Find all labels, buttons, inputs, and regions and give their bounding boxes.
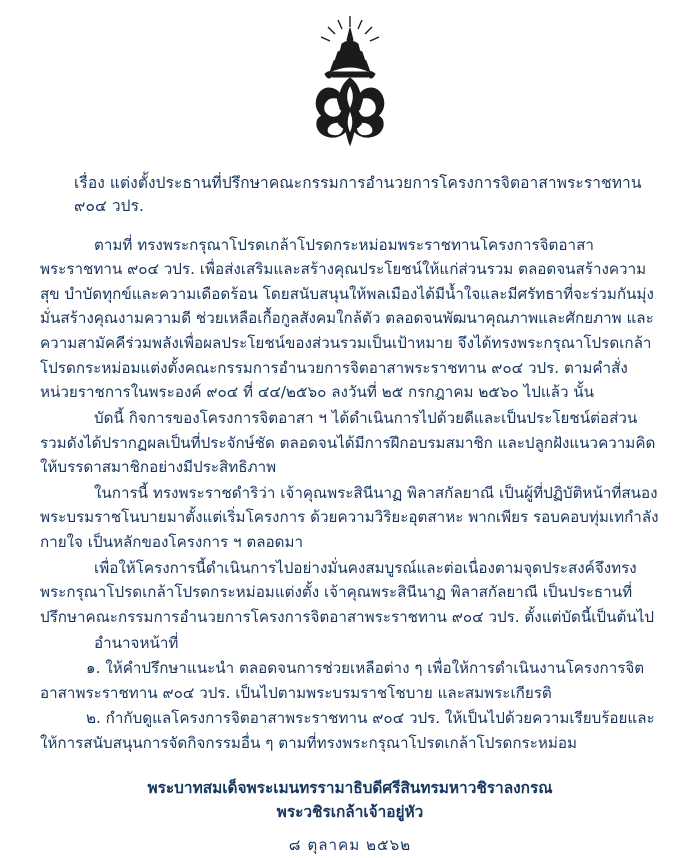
- authority-heading: อำนาจหน้าที่: [94, 633, 179, 652]
- signature-name-line1: พระบาทสมเด็จพระเมนทรรามาธิบดีศรีสินทรมหาวชิราลงกรณ: [147, 778, 553, 797]
- paragraph: เพื่อให้โครงการนี้ดำเนินการไปอย่างมั่นคงสมบูรณ์และต่อเนื่องตามจุดประสงค์จึงทรงพระกรุณาโปรดเกล้าโปรดกระหม่อมแต่งตั้ง เจ้าคุณพระสินีนาฏ พิลาสกัลยาณี เป็นประธานที่ปรึกษาคณะกรรมการอำนวยการโครงการจิตอาสาพระราชทาน ๙๐๔ วปร. ตั้งแต่บัดนี้เป็นต้นไป: [40, 558, 654, 626]
- emblem-container: [40, 14, 660, 162]
- signature-block: [40, 777, 660, 858]
- signature-date: ๘ ตุลาคม ๒๕๖๒: [288, 836, 412, 855]
- paragraph: ในการนี้ ทรงพระราชดำริว่า เจ้าคุณพระสินีนาฏ พิลาสกัลยาณี เป็นผู้ที่ปฏิบัติหน้าที่สนองพระบรมราชโนบายมาตั้งแต่เริ่มโครงการ ด้วยความวิริยะอุตสาหะ พากเพียร รอบคอบทุ่มเทกำลังกายใจ เป็นหลักของโครงการ ฯ ตลอดมา: [40, 483, 659, 551]
- paragraph: บัดนี้ กิจการของโครงการจิตอาสา ฯ ได้ดำเนินการไปด้วยดีและเป็นประโยชน์ต่อส่วนรวมดังได้ปรากฏผลเป็นที่ประจักษ์ชัด ตลอดจนได้มีการฝึกอบรมสมาชิก และปลูกฝังแนวความคิดให้บรรดาสมาชิกอย่างมีประสิทธิภาพ: [40, 408, 656, 477]
- signature-name-line2: พระวชิรเกล้าเจ้าอยู่หัว: [276, 802, 424, 821]
- numbered-item: ๑. ให้คำปรึกษาแนะนำ ตลอดจนการช่วยเหลือต่าง ๆ เพื่อให้การดำเนินงานโครงการจิตอาสาพระราชทาน ๙๐๔ วปร. เป็นไปตามพระบรมราชโชบาย และสมพระเกียรติ: [40, 659, 645, 702]
- document-subject: เรื่อง แต่งตั้งประธานที่ปรึกษาคณะกรรมการอำนวยการโครงการจิตอาสาพระราชทาน ๙๐๔ วปร.: [74, 174, 642, 216]
- paragraph: ตามที่ ทรงพระกรุณาโปรดเกล้าโปรดกระหม่อมพระราชทานโครงการจิตอาสาพระราชทาน ๙๐๔ วปร. เพื่อส่งเสริมและสร้างคุณประโยชน์ให้แก่ส่วนรวม ตลอดจนสร้างความสุข บำบัดทุกข์และความเดือดร้อน โดยสนับสนุนให้พลเมืองได้มีน้ำใจและมีศรัทธาที่จะร่วมกันมุ่งมั่นสร้างคุณงามความดี ช่วยเหลือเกื้อกูลสังคมใกล้ตัว ตลอดจนพัฒนาคุณภาพและศักยภาพ และความสามัคคีร่วมพลังเพื่อผลประโยชน์ของส่วนรวมเป็นเป้าหมาย จึงได้ทรงพระกรุณาโปรดเกล้าโปรดกระหม่อมแต่งตั้งคณะกรรมการอำนวยการจิตอาสาพระราชทาน ๙๐๔ วปร. ตามคำสั่งหน่วยราชการในพระองค์ ๙๐๔ ที่ ๔๔/๒๕๖๐ ลงวันที่ ๒๕ กรกฎาคม ๒๕๖๐ ไปแล้ว นั้น: [40, 235, 654, 402]
- document-body: [40, 233, 660, 757]
- royal-emblem-garuda-crown-icon: [290, 14, 410, 154]
- numbered-item: ๒. กำกับดูแลโครงการจิตอาสาพระราชทาน ๙๐๔ วปร. ให้เป็นไปด้วยความเรียบร้อยและให้การสนับสนุนการจัดกิจกรรมอื่น ๆ ตามที่ทรงพระกรุณาโปรดเกล้าโปรดกระหม่อม: [40, 709, 655, 752]
